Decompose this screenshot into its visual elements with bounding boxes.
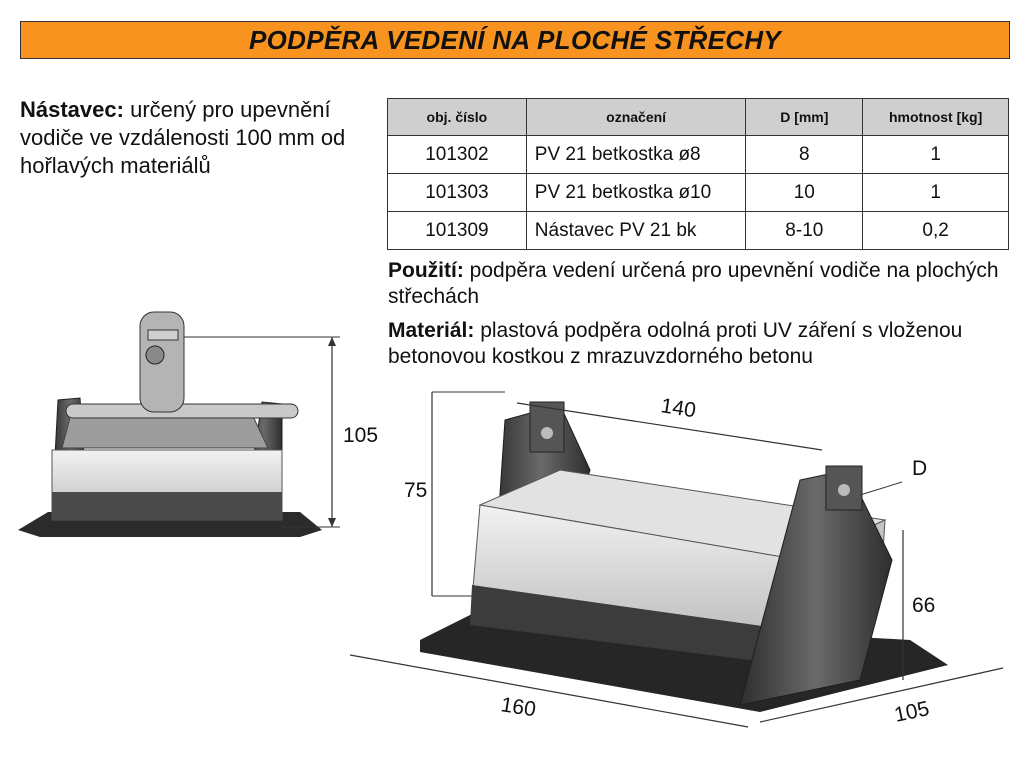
- header-part-number: obj. číslo: [388, 99, 527, 136]
- material-text: plastová podpěra odolná proti UV záření s vloženou betonovou kostkou z mrazuvzdorného betonu: [388, 319, 963, 368]
- header-weight: hmotnost [kg]: [863, 99, 1009, 136]
- cell-designation: Nástavec PV 21 bk: [526, 212, 746, 250]
- header-diameter: D [mm]: [746, 99, 863, 136]
- usage-label: Použití:: [388, 259, 464, 282]
- page-title: PODPĚRA VEDENÍ NA PLOCHÉ STŘECHY: [248, 24, 782, 55]
- cell-weight: 1: [863, 136, 1009, 174]
- support-with-attachment-drawing: [18, 312, 340, 537]
- dim-left-height: 105: [343, 424, 379, 447]
- dim-conductor-d: D: [912, 457, 928, 480]
- dim-base-length: 160: [499, 693, 538, 722]
- cell-weight: 0,2: [863, 212, 1009, 250]
- cell-part-number: 101302: [388, 136, 527, 174]
- support-drawing: [350, 392, 1003, 727]
- cell-part-number: 101303: [388, 174, 527, 212]
- cell-diameter: 8-10: [746, 212, 863, 250]
- usage-text: podpěra vedení určená pro upevnění vodiče na plochých střechách: [388, 259, 999, 308]
- dim-base-width: 105: [892, 697, 932, 727]
- dim-top-length: 140: [659, 394, 698, 423]
- dim-height-total: 75: [404, 479, 428, 502]
- cell-weight: 1: [863, 174, 1009, 212]
- cell-part-number: 101309: [388, 212, 527, 250]
- cell-diameter: 8: [746, 136, 863, 174]
- note-text: určený pro upevnění vodiče ve vzdálenosti 100 mm od hořlavých materiálů: [20, 97, 346, 178]
- dim-block-height: 66: [912, 594, 936, 617]
- cell-diameter: 10: [746, 174, 863, 212]
- header-designation: označení: [526, 99, 746, 136]
- cell-designation: PV 21 betkostka ø8: [526, 136, 746, 174]
- note-label: Nástavec:: [20, 97, 124, 122]
- material-label: Materiál:: [388, 319, 475, 342]
- cell-designation: PV 21 betkostka ø10: [526, 174, 746, 212]
